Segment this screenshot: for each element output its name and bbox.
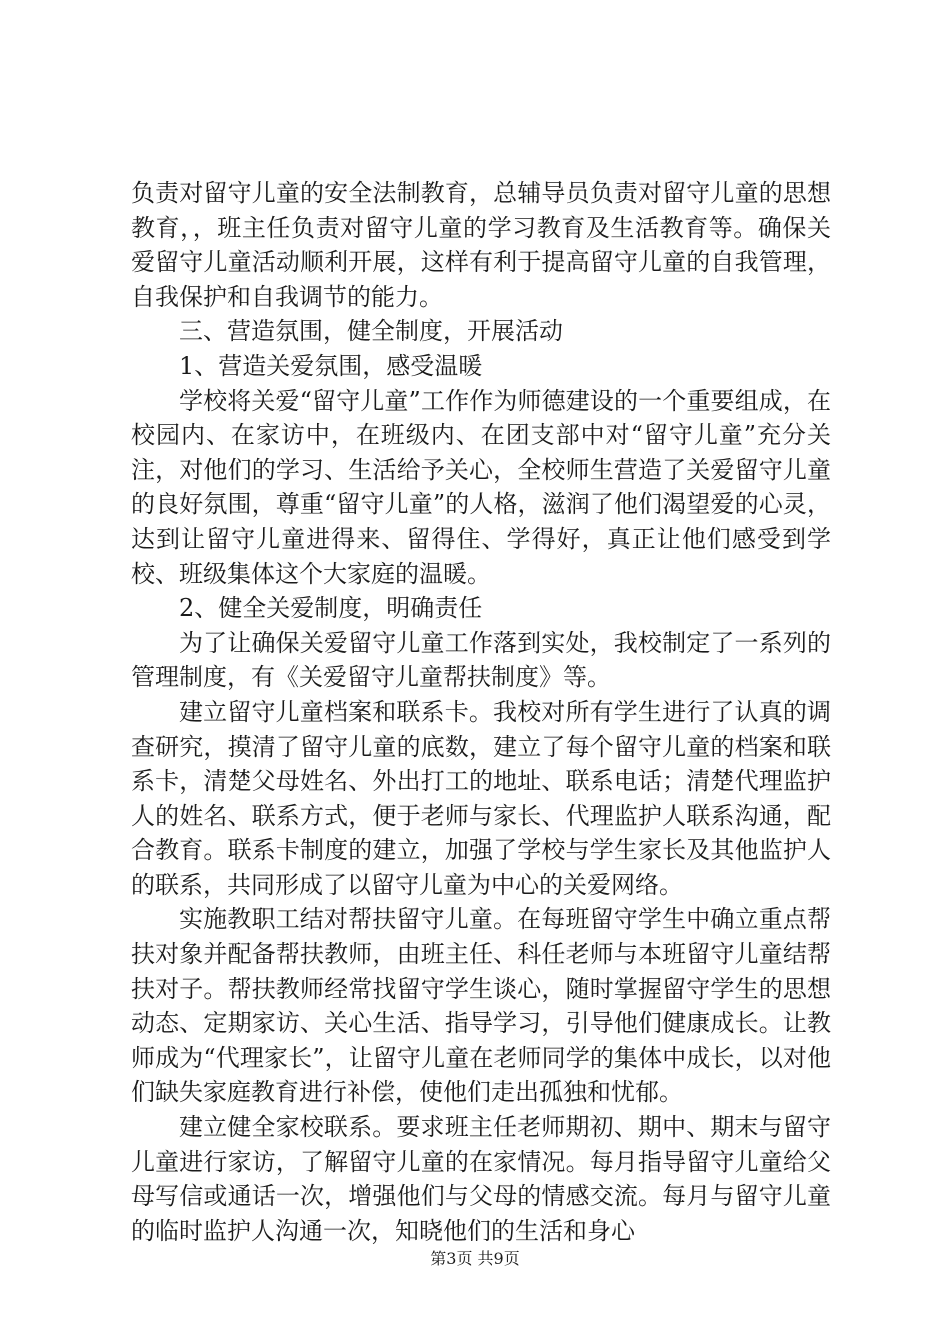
document-body	[131, 176, 831, 1248]
paragraph-1: 负责对留守儿童的安全法制教育，总辅导员负责对留守儿童的思想教育，，班主任负责对留守儿童的学习教育及生活教育等。确保关爱留守儿童活动顺利开展，这样有利于提高留守儿童的自我管理，自我保护和自我调节的能力。	[131, 179, 831, 311]
paragraph-5: 实施教职工结对帮扶留守儿童。在每班留守学生中确立重点帮扶对象并配备帮扶教师，由班主任、科任老师与本班留守儿童结帮扶对子。帮扶教师经常找留守学生谈心，随时掌握留守学生的思想动态、定期家访、关心生活、指导学习，引导他们健康成长。让教师成为“代理家长”，让留守儿童在老师同学的集体中成长，以对他们缺失家庭教育进行补偿，使他们走出孤独和忧郁。	[131, 905, 831, 1107]
subheading-2: 2、健全关爱制度，明确责任	[179, 594, 483, 623]
page-footer: 第3页 共9页	[430, 1249, 520, 1268]
subheading-1: 1、营造关爱氛围，感受温暖	[179, 351, 483, 380]
paragraph-2: 学校将关爱“留守儿童”工作作为师德建设的一个重要组成，在校园内、在家访中，在班级内、在团支部中对“留守儿童”充分关注，对他们的学习、生活给予关心，全校师生营造了关爱留守儿童的良好氛围，尊重“留守儿童”的人格，滋润了他们渴望爱的心灵，达到让留守儿童进得来、留得住、学得好，真正让他们感受到学校、班级集体这个大家庭的温暖。	[131, 386, 831, 588]
section-heading-3: 三、营造氛围，健全制度，开展活动	[179, 317, 563, 346]
paragraph-4: 建立留守儿童档案和联系卡。我校对所有学生进行了认真的调查研究，摸清了留守儿童的底数，建立了每个留守儿童的档案和联系卡，清楚父母姓名、外出打工的地址、联系电话；清楚代理监护人的姓名、联系方式，便于老师与家长、代理监护人联系沟通，配合教育。联系卡制度的建立，加强了学校与学生家长及其他监护人的联系，共同形成了以留守儿童为中心的关爱网络。	[131, 697, 831, 899]
paragraph-6: 建立健全家校联系。要求班主任老师期初、期中、期末与留守儿童进行家访，了解留守儿童的在家情况。每月指导留守儿童给父母写信或通话一次，增强他们与父母的情感交流。每月与留守儿童的临时监护人沟通一次，知晓他们的生活和身心	[131, 1113, 831, 1245]
paragraph-3: 为了让确保关爱留守儿童工作落到实处，我校制定了一系列的管理制度，有《关爱留守儿童帮扶制度》等。	[131, 628, 831, 692]
